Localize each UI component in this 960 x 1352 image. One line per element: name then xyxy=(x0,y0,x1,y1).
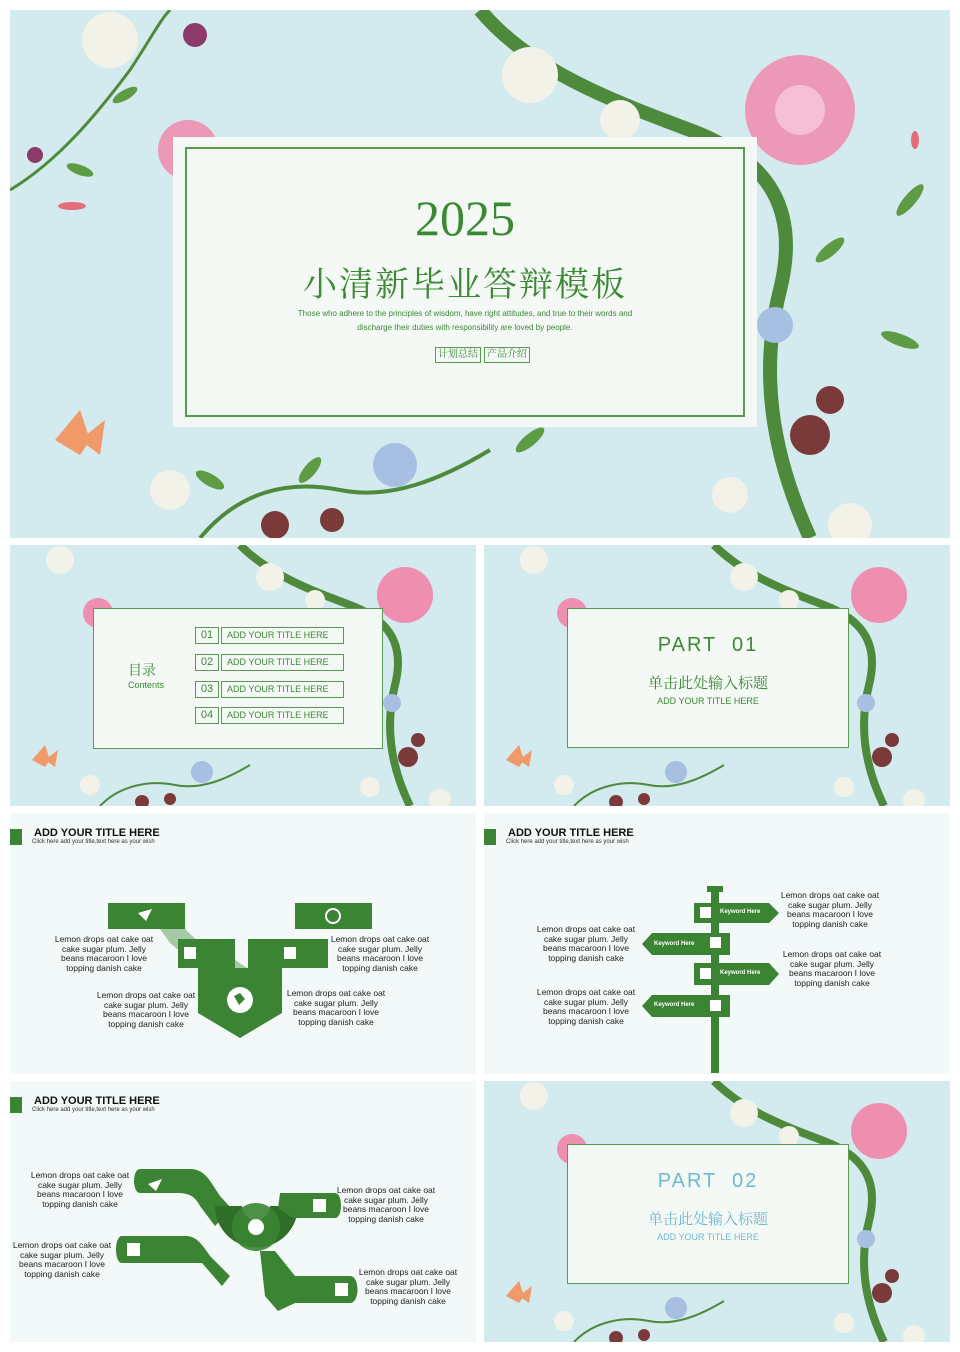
ribbon-text-left-top: Lemon drops oat cake oat cake sugar plum. Jelly beans macaroon I love topping danish cake xyxy=(30,1170,130,1209)
v-block-top-right xyxy=(295,903,372,929)
sign-keyword-1: Keyword Here xyxy=(720,909,761,915)
ribbon-tab-right-top xyxy=(278,1193,341,1218)
expand-icon xyxy=(127,1243,140,1256)
v-text-left-bottom: Lemon drops oat cake oat cake sugar plum. Jelly beans macaroon I love topping danish cake xyxy=(96,990,196,1029)
ribbon-text-right-top: Lemon drops oat cake oat cake sugar plum. Jelly beans macaroon I love topping danish cake xyxy=(336,1185,436,1224)
toc-item-label: ADD YOUR TITLE HERE xyxy=(221,681,344,698)
part2-sub: ADD YOUR TITLE HERE xyxy=(657,1232,759,1242)
v-text-right-top: Lemon drops oat cake oat cake sugar plum. Jelly beans macaroon I love topping danish cake xyxy=(330,934,430,973)
signpost-slide xyxy=(484,813,950,1074)
part1-sub: ADD YOUR TITLE HERE xyxy=(657,696,759,706)
toc-item-01[interactable] xyxy=(195,627,345,644)
slide-title: ADD YOUR TITLE HERE xyxy=(34,1095,160,1107)
part2-title: PART 02 xyxy=(657,1170,759,1192)
sign-keyword-4: Keyword Here xyxy=(654,1002,695,1008)
signpost-text-left-1: Lemon drops oat cake oat cake sugar plum. Jelly beans macaroon I love topping danish cake xyxy=(536,924,636,963)
cover-year: 2025 xyxy=(415,190,515,246)
slide-title: ADD YOUR TITLE HERE xyxy=(508,827,634,839)
sign-keyword-3: Keyword Here xyxy=(720,970,761,976)
part2-frame xyxy=(567,1144,849,1284)
expand-icon xyxy=(335,1283,348,1296)
v-text-left-top: Lemon drops oat cake oat cake sugar plum. Jelly beans macaroon I love topping danish cake xyxy=(54,934,154,973)
v-diagram-slide xyxy=(10,813,476,1074)
cover-desc-line2: discharge their duties with responsibility are loved by people. xyxy=(357,323,573,332)
cover-tag-plan: 计划总结 xyxy=(435,347,481,363)
signpost-text-right-1: Lemon drops oat cake oat cake sugar plum. Jelly beans macaroon I love topping danish cake xyxy=(780,890,880,929)
toc-item-label: ADD YOUR TITLE HERE xyxy=(221,654,344,671)
v-text-right-bottom: Lemon drops oat cake oat cake sugar plum. Jelly beans macaroon I love topping danish cake xyxy=(286,988,386,1027)
dropbox-icon xyxy=(184,947,196,959)
ribbon-slide xyxy=(10,1081,476,1342)
cover-slide xyxy=(10,10,950,538)
slide-subtitle: Click here add your title,text here as your wish xyxy=(32,1107,155,1113)
link-icon xyxy=(700,907,711,918)
toc-item-04[interactable] xyxy=(195,707,345,724)
cover-title: 小清新毕业答辩模板 xyxy=(303,265,627,305)
dropbox-icon xyxy=(313,1199,326,1212)
toc-slide xyxy=(10,545,476,806)
trophy-icon xyxy=(248,1219,264,1235)
slide-title: ADD YOUR TITLE HERE xyxy=(34,827,160,839)
toc-item-number: 02 xyxy=(195,654,219,671)
cover-desc-line1: Those who adhere to the principles of wisdom, have right attitudes, and true to their words and xyxy=(297,309,633,318)
toc-item-03[interactable] xyxy=(195,681,345,698)
cover-frame xyxy=(173,137,757,427)
ribbon-text-right-bottom: Lemon drops oat cake oat cake sugar plum. Jelly beans macaroon I love topping danish cake xyxy=(358,1267,458,1306)
part2-slide xyxy=(484,1081,950,1342)
toc-item-number: 03 xyxy=(195,681,219,698)
slide-subtitle: Click here add your title,text here as your wish xyxy=(506,839,629,845)
tag-icon xyxy=(710,937,721,948)
sitemap-icon xyxy=(700,968,711,979)
ribbon-tab-right-bottom xyxy=(260,1251,358,1311)
toc-title: 目录 xyxy=(128,663,156,679)
magic-wand-icon xyxy=(710,1000,721,1011)
part1-heading: 单击此处输入标题 xyxy=(647,674,768,692)
toc-item-02[interactable] xyxy=(195,654,345,671)
toc-subtitle: Contents xyxy=(128,680,165,690)
part1-frame xyxy=(567,608,849,748)
sign-keyword-2: Keyword Here xyxy=(654,941,695,947)
part1-slide xyxy=(484,545,950,806)
toc-item-number: 01 xyxy=(195,627,219,644)
toc-item-label: ADD YOUR TITLE HERE xyxy=(221,707,344,724)
cover-tag-product: 产品介绍 xyxy=(484,347,530,363)
part2-heading: 单击此处输入标题 xyxy=(647,1210,768,1228)
toc-item-label: ADD YOUR TITLE HERE xyxy=(221,627,344,644)
expand-icon xyxy=(284,947,296,959)
cover-tags xyxy=(435,347,530,363)
signpost-cap xyxy=(707,886,723,892)
toc-item-number: 04 xyxy=(195,707,219,724)
signpost-text-right-2: Lemon drops oat cake oat cake sugar plum. Jelly beans macaroon I love topping danish cake xyxy=(782,949,882,988)
part1-title: PART 01 xyxy=(657,634,759,656)
ribbon-text-left-bottom: Lemon drops oat cake oat cake sugar plum. Jelly beans macaroon I love topping danish cake xyxy=(12,1240,112,1279)
slide-subtitle: Click here add your title,text here as your wish xyxy=(32,839,155,845)
signpost-text-left-2: Lemon drops oat cake oat cake sugar plum. Jelly beans macaroon I love topping danish cake xyxy=(536,987,636,1026)
